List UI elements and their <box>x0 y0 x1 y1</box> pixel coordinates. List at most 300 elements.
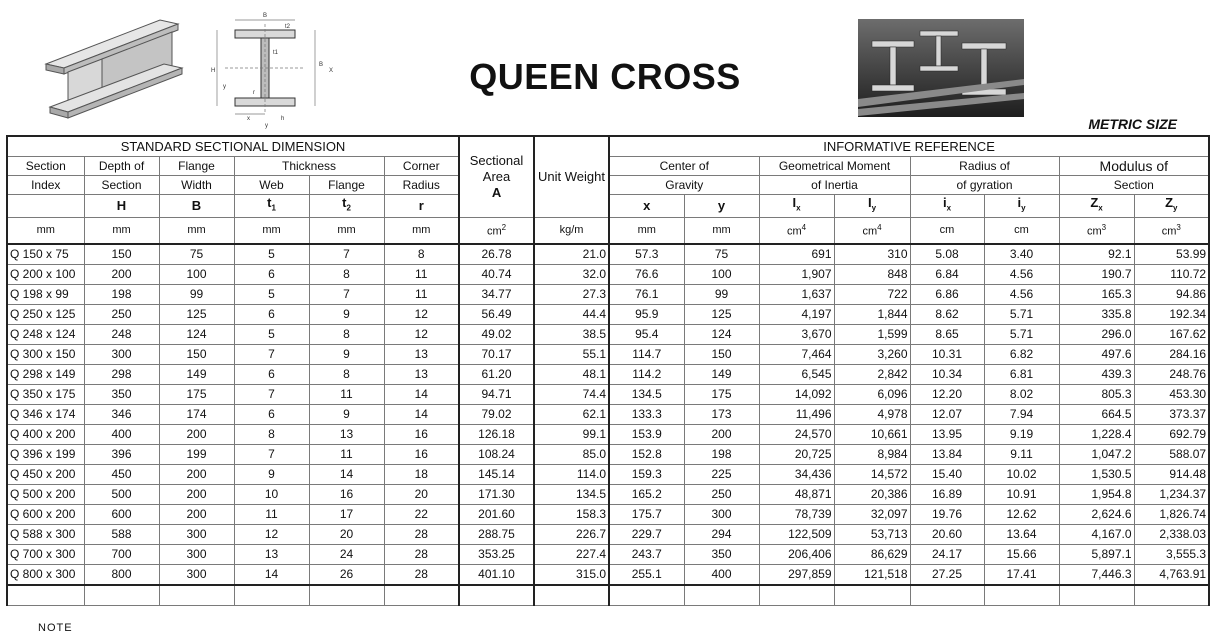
cell-depth: 298 <box>84 364 159 384</box>
header-flange-line2: Width <box>159 176 234 195</box>
cell-gyration-ix: 5.08 <box>910 244 984 265</box>
cell-cg-x: 114.2 <box>609 364 684 384</box>
symbol-zx <box>1059 195 1134 218</box>
cell-flange-thickness: 7 <box>309 244 384 265</box>
cell-gyration-iy: 10.91 <box>984 484 1059 504</box>
cell-moment-ix: 1,907 <box>759 264 834 284</box>
cell-sectional-area: 79.02 <box>459 404 534 424</box>
cell-web-thickness: 5 <box>234 284 309 304</box>
table-row <box>7 424 1209 444</box>
cell-flange-width: 200 <box>159 424 234 444</box>
symbol-ix-moment-sub: x <box>796 203 801 213</box>
cell-moment-iy: 14,572 <box>834 464 910 484</box>
cell-modulus-zy: 692.79 <box>1134 424 1209 444</box>
cell-gyration-iy: 9.11 <box>984 444 1059 464</box>
diagram-label-x: x <box>247 116 250 122</box>
cell-sectional-area: 61.20 <box>459 364 534 384</box>
cell-corner-radius: 12 <box>384 304 459 324</box>
symbol-iy-moment <box>834 195 910 218</box>
cell-sectional-area: 145.14 <box>459 464 534 484</box>
cell-gyration-ix: 15.40 <box>910 464 984 484</box>
cell-gyration-iy: 17.41 <box>984 564 1059 585</box>
header-gyr-line2: of gyration <box>910 176 1059 195</box>
cell-gyration-iy: 6.82 <box>984 344 1059 364</box>
cell-depth: 350 <box>84 384 159 404</box>
cell-sectional-area: 40.74 <box>459 264 534 284</box>
cell-sectional-area: 108.24 <box>459 444 534 464</box>
cell-section-index: Q 200 x 100 <box>7 264 84 284</box>
cell-flange-thickness: 9 <box>309 404 384 424</box>
cell-unit-weight: 134.5 <box>534 484 609 504</box>
cell-gyration-ix: 8.62 <box>910 304 984 324</box>
cell-corner-radius: 11 <box>384 264 459 284</box>
cell-moment-iy: 32,097 <box>834 504 910 524</box>
cell-flange-thickness: 26 <box>309 564 384 585</box>
table-row <box>7 544 1209 564</box>
cell-section-index: Q 150 x 75 <box>7 244 84 265</box>
cell-corner-radius: 14 <box>384 384 459 404</box>
cell-flange-width: 125 <box>159 304 234 324</box>
cell-flange-thickness: 7 <box>309 284 384 304</box>
cell-cg-y: 175 <box>684 384 759 404</box>
cell-cg-y: 173 <box>684 404 759 424</box>
cell-moment-ix: 3,670 <box>759 324 834 344</box>
table-row <box>7 404 1209 424</box>
cell-section-index: Q 300 x 150 <box>7 344 84 364</box>
cell-modulus-zx: 497.6 <box>1059 344 1134 364</box>
header-moi-line1: Geometrical Moment <box>759 157 910 176</box>
table-row <box>7 484 1209 504</box>
cell-gyration-iy: 8.02 <box>984 384 1059 404</box>
cell-cg-y: 150 <box>684 344 759 364</box>
h-beam-spec-table <box>6 135 1210 606</box>
unit-moi-y-base: cm <box>862 225 878 238</box>
cell-modulus-zy: 1,826.74 <box>1134 504 1209 524</box>
table-row <box>7 524 1209 544</box>
cell-flange-width: 200 <box>159 504 234 524</box>
symbol-t1-base: t <box>267 195 272 210</box>
cell-corner-radius: 11 <box>384 284 459 304</box>
cell-corner-radius: 22 <box>384 504 459 524</box>
unit-gyr-y: cm <box>984 217 1059 244</box>
cell-modulus-zy: 110.72 <box>1134 264 1209 284</box>
cell-gyration-ix: 12.07 <box>910 404 984 424</box>
unit-moi-y <box>834 217 910 244</box>
cell-flange-width: 75 <box>159 244 234 265</box>
steel-h-beams-photo <box>858 19 1024 117</box>
cell-flange-thickness: 20 <box>309 524 384 544</box>
cell-gyration-ix: 6.84 <box>910 264 984 284</box>
cell-moment-ix: 48,871 <box>759 484 834 504</box>
symbol-a: A <box>491 184 502 200</box>
cell-cg-y: 198 <box>684 444 759 464</box>
cell-gyration-iy: 15.66 <box>984 544 1059 564</box>
unit-mod-y <box>1134 217 1209 244</box>
cell-web-thickness: 14 <box>234 564 309 585</box>
cell-gyration-ix: 12.20 <box>910 384 984 404</box>
cell-cg-x: 57.3 <box>609 244 684 265</box>
cell-flange-width: 300 <box>159 564 234 585</box>
diagram-label-h-small: h <box>281 116 285 122</box>
header-web: Web <box>234 176 309 195</box>
symbol-t1-sub: 1 <box>271 203 276 213</box>
cell-cg-x: 153.9 <box>609 424 684 444</box>
cell-modulus-zy: 2,338.03 <box>1134 524 1209 544</box>
cell-gyration-ix: 27.25 <box>910 564 984 585</box>
cell-depth: 588 <box>84 524 159 544</box>
cell-section-index: Q 250 x 125 <box>7 304 84 324</box>
cell-unit-weight: 38.5 <box>534 324 609 344</box>
cell-depth: 198 <box>84 284 159 304</box>
unit-depth: mm <box>84 217 159 244</box>
header-area <box>459 136 534 217</box>
cell-moment-ix: 297,859 <box>759 564 834 585</box>
h-beam-cross-section-diagram <box>205 8 345 128</box>
cell-cg-y: 124 <box>684 324 759 344</box>
cell-unit-weight: 32.0 <box>534 264 609 284</box>
cell-modulus-zy: 248.76 <box>1134 364 1209 384</box>
cell-modulus-zx: 165.3 <box>1059 284 1134 304</box>
cell-unit-weight: 158.3 <box>534 504 609 524</box>
diagram-label-y-axis: y <box>265 123 268 129</box>
cell-unit-weight: 48.1 <box>534 364 609 384</box>
diagram-label-b-right: B <box>319 62 324 68</box>
cell-gyration-iy: 4.56 <box>984 264 1059 284</box>
cell-moment-ix: 34,436 <box>759 464 834 484</box>
cell-flange-width: 200 <box>159 464 234 484</box>
symbol-y: y <box>684 195 759 218</box>
cell-modulus-zx: 2,624.6 <box>1059 504 1134 524</box>
cell-modulus-zy: 3,555.3 <box>1134 544 1209 564</box>
cell-cg-y: 149 <box>684 364 759 384</box>
cell-unit-weight: 227.4 <box>534 544 609 564</box>
table-row-empty <box>7 585 1209 606</box>
header-gyr-line1: Radius of <box>910 157 1059 176</box>
symbol-t2 <box>309 195 384 218</box>
cell-modulus-zx: 439.3 <box>1059 364 1134 384</box>
cell-flange-width: 300 <box>159 544 234 564</box>
cell-moment-iy: 1,599 <box>834 324 910 344</box>
cell-flange-width: 175 <box>159 384 234 404</box>
cell-depth: 300 <box>84 344 159 364</box>
cell-section-index: Q 350 x 175 <box>7 384 84 404</box>
cell-gyration-ix: 6.86 <box>910 284 984 304</box>
cell-flange-thickness: 8 <box>309 364 384 384</box>
cell-modulus-zx: 296.0 <box>1059 324 1134 344</box>
cell-flange-width: 199 <box>159 444 234 464</box>
cell-web-thickness: 7 <box>234 444 309 464</box>
cell-modulus-zx: 92.1 <box>1059 244 1134 265</box>
diagram-label-t2: t2 <box>285 24 291 30</box>
cell-moment-ix: 1,637 <box>759 284 834 304</box>
cell-sectional-area: 34.77 <box>459 284 534 304</box>
cell-moment-ix: 20,725 <box>759 444 834 464</box>
cell-cg-y: 75 <box>684 244 759 265</box>
cell-moment-ix: 7,464 <box>759 344 834 364</box>
unit-cg-x: mm <box>609 217 684 244</box>
unit-mod-x-base: cm <box>1086 225 1102 238</box>
cell-flange-width: 99 <box>159 284 234 304</box>
cell-cg-y: 100 <box>684 264 759 284</box>
cell-gyration-iy: 13.64 <box>984 524 1059 544</box>
cell-unit-weight: 85.0 <box>534 444 609 464</box>
h-beam-isometric-drawing <box>40 12 210 124</box>
cell-corner-radius: 18 <box>384 464 459 484</box>
cell-cg-x: 165.2 <box>609 484 684 504</box>
cell-web-thickness: 9 <box>234 464 309 484</box>
cell-modulus-zy: 453.30 <box>1134 384 1209 404</box>
symbol-iy-moment-sub: y <box>871 203 877 213</box>
cell-flange-thickness: 13 <box>309 424 384 444</box>
cell-gyration-iy: 3.40 <box>984 244 1059 265</box>
unit-gyr-x: cm <box>910 217 984 244</box>
symbol-iy-gyration-sub: y <box>1021 203 1026 213</box>
cell-moment-iy: 121,518 <box>834 564 910 585</box>
cell-modulus-zx: 4,167.0 <box>1059 524 1134 544</box>
cell-cg-y: 225 <box>684 464 759 484</box>
symbol-zy-base: Z <box>1165 195 1174 210</box>
cell-moment-ix: 691 <box>759 244 834 265</box>
cell-flange-thickness: 11 <box>309 444 384 464</box>
cell-depth: 200 <box>84 264 159 284</box>
cell-web-thickness: 5 <box>234 244 309 265</box>
unit-moi-x-sup: 4 <box>801 223 807 233</box>
document-header <box>0 0 1200 135</box>
cell-modulus-zy: 192.34 <box>1134 304 1209 324</box>
cell-corner-radius: 28 <box>384 564 459 585</box>
cell-section-index: Q 700 x 300 <box>7 544 84 564</box>
cell-modulus-zx: 335.8 <box>1059 304 1134 324</box>
cell-gyration-ix: 10.31 <box>910 344 984 364</box>
header-corner-line1: Corner <box>384 157 459 176</box>
cell-moment-ix: 78,739 <box>759 504 834 524</box>
cell-modulus-zx: 1,954.8 <box>1059 484 1134 504</box>
cell-cg-x: 95.4 <box>609 324 684 344</box>
cell-cg-y: 350 <box>684 544 759 564</box>
unit-moi-y-sup: 4 <box>877 223 882 233</box>
cell-flange-width: 150 <box>159 344 234 364</box>
symbol-iy-gyration <box>984 195 1059 218</box>
cell-unit-weight: 44.4 <box>534 304 609 324</box>
cell-cg-x: 255.1 <box>609 564 684 585</box>
table-body <box>7 244 1209 585</box>
unit-section: mm <box>7 217 84 244</box>
table-row <box>7 564 1209 585</box>
cell-sectional-area: 201.60 <box>459 504 534 524</box>
diagram-label-x-axis: X <box>329 68 334 74</box>
symbol-ix-gyration <box>910 195 984 218</box>
cell-unit-weight: 27.3 <box>534 284 609 304</box>
cell-depth: 400 <box>84 424 159 444</box>
cell-depth: 600 <box>84 504 159 524</box>
header-cg-line1: Center of <box>609 157 759 176</box>
cell-cg-y: 294 <box>684 524 759 544</box>
cell-cg-y: 250 <box>684 484 759 504</box>
symbol-zy <box>1134 195 1209 218</box>
cell-modulus-zx: 664.5 <box>1059 404 1134 424</box>
cell-gyration-ix: 13.84 <box>910 444 984 464</box>
cell-modulus-zx: 1,047.2 <box>1059 444 1134 464</box>
symbol-zx-sub: x <box>1098 203 1103 213</box>
cell-flange-width: 100 <box>159 264 234 284</box>
header-mod-line2: Section <box>1059 176 1209 195</box>
symbol-zy-sub: y <box>1173 203 1178 213</box>
cell-cg-x: 133.3 <box>609 404 684 424</box>
cell-flange-width: 200 <box>159 484 234 504</box>
cell-cg-y: 99 <box>684 284 759 304</box>
cell-flange-thickness: 8 <box>309 264 384 284</box>
table-row <box>7 344 1209 364</box>
cell-web-thickness: 6 <box>234 404 309 424</box>
cell-section-index: Q 800 x 300 <box>7 564 84 585</box>
cell-modulus-zy: 53.99 <box>1134 244 1209 265</box>
symbol-t2-base: t <box>342 195 347 210</box>
cell-unit-weight: 21.0 <box>534 244 609 265</box>
table-row <box>7 284 1209 304</box>
cell-cg-y: 200 <box>684 424 759 444</box>
header-section-line2: Index <box>7 176 84 195</box>
cell-unit-weight: 62.1 <box>534 404 609 424</box>
cell-modulus-zy: 284.16 <box>1134 344 1209 364</box>
symbol-t1 <box>234 195 309 218</box>
cell-flange-thickness: 14 <box>309 464 384 484</box>
cell-gyration-ix: 19.76 <box>910 504 984 524</box>
cell-moment-iy: 53,713 <box>834 524 910 544</box>
cell-modulus-zy: 94.86 <box>1134 284 1209 304</box>
cell-unit-weight: 74.4 <box>534 384 609 404</box>
cell-modulus-zx: 5,897.1 <box>1059 544 1134 564</box>
cell-moment-iy: 722 <box>834 284 910 304</box>
cell-flange-thickness: 24 <box>309 544 384 564</box>
cell-flange-width: 174 <box>159 404 234 424</box>
cell-flange-thickness: 17 <box>309 504 384 524</box>
cell-sectional-area: 70.17 <box>459 344 534 364</box>
unit-area <box>459 217 534 244</box>
cell-modulus-zy: 4,763.91 <box>1134 564 1209 585</box>
cell-section-index: Q 198 x 99 <box>7 284 84 304</box>
symbol-zx-base: Z <box>1090 195 1099 210</box>
table-row <box>7 384 1209 404</box>
cell-flange-thickness: 11 <box>309 384 384 404</box>
cell-cg-x: 134.5 <box>609 384 684 404</box>
cell-section-index: Q 400 x 200 <box>7 424 84 444</box>
cell-corner-radius: 14 <box>384 404 459 424</box>
cell-gyration-ix: 13.95 <box>910 424 984 444</box>
header-cg-line2: Gravity <box>609 176 759 195</box>
cell-web-thickness: 13 <box>234 544 309 564</box>
symbol-ix-gyration-sub: x <box>946 203 952 213</box>
cell-modulus-zy: 588.07 <box>1134 444 1209 464</box>
symbol-iy-gyration-base: i <box>1017 195 1022 210</box>
cell-corner-radius: 8 <box>384 244 459 265</box>
cell-modulus-zx: 805.3 <box>1059 384 1134 404</box>
diagram-label-b-top: B <box>263 13 268 19</box>
cell-depth: 248 <box>84 324 159 344</box>
header-depth-line2: Section <box>84 176 159 195</box>
cell-web-thickness: 6 <box>234 364 309 384</box>
cell-sectional-area: 353.25 <box>459 544 534 564</box>
cell-gyration-ix: 10.34 <box>910 364 984 384</box>
cell-moment-iy: 86,629 <box>834 544 910 564</box>
cell-depth: 250 <box>84 304 159 324</box>
cell-corner-radius: 13 <box>384 364 459 384</box>
cell-moment-iy: 20,386 <box>834 484 910 504</box>
unit-mod-x-sup: 3 <box>1101 223 1107 233</box>
table-row <box>7 324 1209 344</box>
cell-gyration-iy: 4.56 <box>984 284 1059 304</box>
table-row <box>7 464 1209 484</box>
cell-corner-radius: 20 <box>384 484 459 504</box>
cell-unit-weight: 55.1 <box>534 344 609 364</box>
unit-mod-y-base: cm <box>1161 225 1177 238</box>
cell-web-thickness: 11 <box>234 504 309 524</box>
cell-gyration-ix: 8.65 <box>910 324 984 344</box>
group-header-informative: INFORMATIVE REFERENCE <box>609 136 1209 157</box>
cell-modulus-zx: 7,446.3 <box>1059 564 1134 585</box>
cell-depth: 700 <box>84 544 159 564</box>
cell-modulus-zx: 1,228.4 <box>1059 424 1134 444</box>
cell-section-index: Q 450 x 200 <box>7 464 84 484</box>
cell-gyration-iy: 6.81 <box>984 364 1059 384</box>
cell-cg-x: 76.1 <box>609 284 684 304</box>
cell-cg-x: 243.7 <box>609 544 684 564</box>
cell-moment-iy: 10,661 <box>834 424 910 444</box>
cell-moment-iy: 6,096 <box>834 384 910 404</box>
cell-corner-radius: 16 <box>384 424 459 444</box>
symbol-ix-moment-base: I <box>792 195 797 210</box>
cell-moment-iy: 2,842 <box>834 364 910 384</box>
diagram-label-h: H <box>211 68 216 74</box>
cell-sectional-area: 49.02 <box>459 324 534 344</box>
cell-moment-iy: 3,260 <box>834 344 910 364</box>
header-flange-line1: Flange <box>159 157 234 176</box>
cell-flange-thickness: 8 <box>309 324 384 344</box>
cell-web-thickness: 10 <box>234 484 309 504</box>
unit-corner-radius: mm <box>384 217 459 244</box>
cell-modulus-zx: 1,530.5 <box>1059 464 1134 484</box>
cell-moment-ix: 206,406 <box>759 544 834 564</box>
table-row <box>7 304 1209 324</box>
symbol-t2-sub: 2 <box>346 203 351 213</box>
cell-flange-thickness: 9 <box>309 304 384 324</box>
cell-unit-weight: 99.1 <box>534 424 609 444</box>
header-unit-weight: Unit Weight <box>534 136 609 217</box>
metric-size-label: METRIC SIZE <box>1088 116 1177 132</box>
cell-web-thickness: 8 <box>234 424 309 444</box>
unit-moi-x <box>759 217 834 244</box>
table-row <box>7 264 1209 284</box>
unit-mod-y-sup: 3 <box>1176 223 1181 233</box>
cell-depth: 346 <box>84 404 159 424</box>
cell-gyration-iy: 5.71 <box>984 304 1059 324</box>
cell-modulus-zy: 914.48 <box>1134 464 1209 484</box>
cell-cg-y: 125 <box>684 304 759 324</box>
cell-section-index: Q 600 x 200 <box>7 504 84 524</box>
cell-unit-weight: 315.0 <box>534 564 609 585</box>
cell-sectional-area: 171.30 <box>459 484 534 504</box>
cell-depth: 800 <box>84 564 159 585</box>
cell-corner-radius: 12 <box>384 324 459 344</box>
cell-cg-x: 95.9 <box>609 304 684 324</box>
cell-moment-ix: 4,197 <box>759 304 834 324</box>
cell-moment-ix: 122,509 <box>759 524 834 544</box>
symbol-section-blank <box>7 195 84 218</box>
symbol-x: x <box>609 195 684 218</box>
table-row <box>7 364 1209 384</box>
header-section-line1: Section <box>7 157 84 176</box>
cell-section-index: Q 396 x 199 <box>7 444 84 464</box>
unit-weight: kg/m <box>534 217 609 244</box>
